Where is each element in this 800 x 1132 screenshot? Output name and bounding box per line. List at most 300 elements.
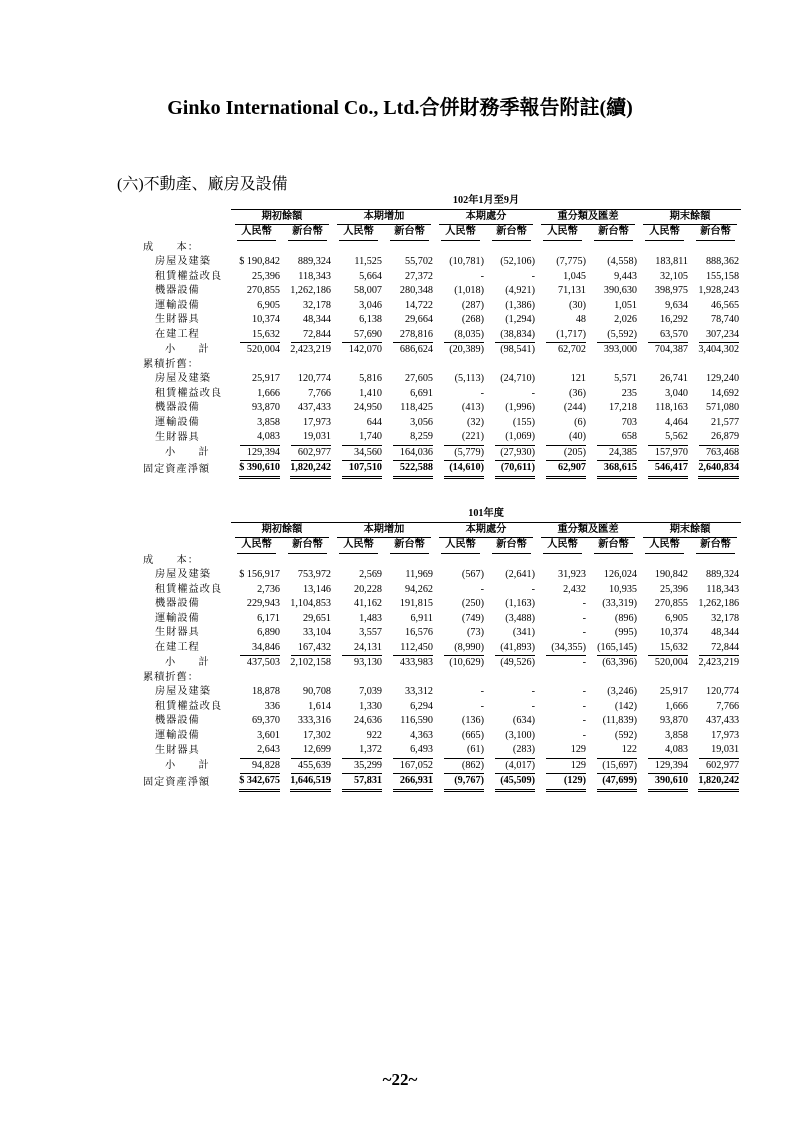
currency-header xyxy=(537,225,588,241)
value-cell xyxy=(486,583,537,598)
value: (3,100) xyxy=(505,729,535,741)
value: 6,890 xyxy=(257,627,280,638)
page-title: Ginko International Co., Ltd.合併財務季報告附註(續) xyxy=(167,97,633,119)
value-cell xyxy=(537,626,588,641)
value: 3,858 xyxy=(257,416,280,428)
value-cell xyxy=(282,446,333,462)
currency-label: 新台幣 xyxy=(696,538,735,554)
value: - xyxy=(480,270,484,282)
table-row xyxy=(141,583,741,598)
value-cell xyxy=(639,700,690,715)
value-cell xyxy=(486,685,537,700)
value: (15,697) xyxy=(597,759,637,775)
currency-row xyxy=(141,538,741,554)
value: (24,710) xyxy=(500,373,535,384)
value: (5,592) xyxy=(597,328,637,344)
value: 602,977 xyxy=(291,446,331,462)
value-cell xyxy=(231,255,282,270)
value-cell xyxy=(435,568,486,583)
value-cell xyxy=(639,372,690,387)
value: 12,699 xyxy=(291,743,331,759)
value: 270,855 xyxy=(246,285,280,296)
value-cell xyxy=(384,774,435,792)
table-row xyxy=(141,387,741,402)
row-label: 在建工程 xyxy=(155,329,200,340)
value: 2,736 xyxy=(257,583,280,595)
column-group-header xyxy=(435,522,537,538)
value-cell xyxy=(282,328,333,344)
value: (36) xyxy=(569,387,586,399)
value: (10,629) xyxy=(449,657,484,668)
value: (5,113) xyxy=(454,373,484,384)
value: 24,950 xyxy=(353,402,382,413)
value: 90,708 xyxy=(302,686,331,697)
subtotal-row xyxy=(141,446,741,462)
value: 18,878 xyxy=(251,686,280,697)
value: (11,839) xyxy=(602,715,637,726)
value-cell xyxy=(537,743,588,759)
value: 1,646,519 xyxy=(290,774,331,792)
value-cell xyxy=(588,270,639,285)
value-cell xyxy=(384,626,435,641)
currency-label: 新台幣 xyxy=(390,225,429,241)
value: (129) xyxy=(546,774,586,792)
table-row xyxy=(141,700,741,715)
value-cell xyxy=(588,255,639,270)
value-cell xyxy=(435,759,486,775)
value-cell xyxy=(639,416,690,431)
value: 167,052 xyxy=(393,759,433,775)
value-cell xyxy=(486,299,537,314)
value-cell xyxy=(690,568,741,583)
value: (49,526) xyxy=(500,657,535,668)
value-cell xyxy=(384,372,435,387)
value-cell xyxy=(690,446,741,462)
value-cell xyxy=(231,700,282,715)
value-cell xyxy=(588,343,639,358)
value: (862) xyxy=(444,759,484,775)
value: 1,483 xyxy=(359,612,382,624)
value: 14,692 xyxy=(711,387,740,399)
table-row xyxy=(141,729,741,744)
value-cell xyxy=(231,583,282,598)
value-cell xyxy=(384,270,435,285)
value-cell xyxy=(690,343,741,358)
value-cell xyxy=(333,372,384,387)
value: 393,000 xyxy=(603,344,637,355)
value: 118,343 xyxy=(298,270,331,282)
value: 1,820,242 xyxy=(290,461,331,479)
value: $ 390,610 xyxy=(239,461,280,479)
value: 2,423,219 xyxy=(698,657,740,668)
value-cell xyxy=(384,656,435,671)
value: 522,588 xyxy=(393,461,433,479)
value: 3,040 xyxy=(665,387,688,399)
value-cell xyxy=(384,284,435,299)
value-cell xyxy=(486,656,537,671)
currency-row xyxy=(141,225,741,241)
value: 889,324 xyxy=(297,256,331,267)
value-cell xyxy=(639,729,690,744)
value: 889,324 xyxy=(706,569,740,580)
value: 10,374 xyxy=(251,314,280,325)
currency-header xyxy=(486,225,537,241)
value-cell xyxy=(384,461,435,479)
value-cell xyxy=(486,597,537,612)
value-cell xyxy=(282,343,333,358)
value-cell xyxy=(231,743,282,759)
value: 1,666 xyxy=(257,387,280,399)
value: 120,774 xyxy=(706,686,740,697)
value-cell xyxy=(231,774,282,792)
value-cell xyxy=(231,641,282,657)
value-cell xyxy=(435,328,486,344)
value: 142,070 xyxy=(348,344,382,355)
value-cell xyxy=(537,387,588,402)
value: 72,844 xyxy=(699,641,739,657)
value-cell xyxy=(435,255,486,270)
value-cell xyxy=(690,416,741,431)
value: 93,130 xyxy=(353,657,382,668)
value: 13,146 xyxy=(302,583,331,595)
row-label: 小 計 xyxy=(165,447,210,458)
value-cell xyxy=(435,729,486,744)
value-cell xyxy=(435,641,486,657)
row-label: 租賃權益改良 xyxy=(155,270,223,282)
value-cell xyxy=(486,328,537,344)
value-cell xyxy=(333,416,384,431)
value: (1,018) xyxy=(454,285,484,296)
value: 58,007 xyxy=(353,285,382,296)
value-cell xyxy=(435,299,486,314)
row-label: 房屋及建築 xyxy=(155,569,211,580)
value: 72,844 xyxy=(291,328,331,344)
value: (41,893) xyxy=(495,641,535,657)
value-cell xyxy=(231,416,282,431)
value: (341) xyxy=(512,627,535,638)
value-cell xyxy=(537,372,588,387)
value-cell xyxy=(282,714,333,729)
value: 29,664 xyxy=(404,314,433,325)
value: - xyxy=(582,715,586,726)
value: 48,344 xyxy=(302,314,331,325)
value: - xyxy=(480,700,484,712)
value: 571,080 xyxy=(705,402,740,413)
value: 10,374 xyxy=(659,627,688,638)
value-cell xyxy=(588,446,639,462)
value-cell xyxy=(537,446,588,462)
value: 368,615 xyxy=(597,461,637,479)
value: 1,262,186 xyxy=(698,598,740,609)
value-cell xyxy=(690,372,741,387)
value-cell xyxy=(588,416,639,431)
value-cell xyxy=(690,641,741,657)
value: 32,178 xyxy=(711,612,740,624)
value: 26,741 xyxy=(659,373,688,384)
value-cell xyxy=(486,641,537,657)
value: 62,702 xyxy=(557,344,586,355)
value: 118,343 xyxy=(706,583,740,595)
value-cell xyxy=(282,759,333,775)
value-cell xyxy=(537,612,588,627)
row-label: 機器設備 xyxy=(155,598,200,609)
value-cell xyxy=(486,416,537,431)
value: 27,605 xyxy=(404,373,433,384)
value-cell xyxy=(588,583,639,598)
value-cell xyxy=(690,387,741,402)
value-cell xyxy=(435,583,486,598)
row-label: 固定資產淨額 xyxy=(143,776,211,788)
value: 33,104 xyxy=(302,627,331,638)
value-cell xyxy=(282,597,333,612)
value: 57,690 xyxy=(342,328,382,344)
value: 107,510 xyxy=(342,461,382,479)
value-cell xyxy=(231,626,282,641)
value-cell xyxy=(231,597,282,612)
value: 118,425 xyxy=(400,402,433,413)
value: 34,560 xyxy=(342,446,382,462)
value: (567) xyxy=(461,569,484,580)
value-cell xyxy=(384,387,435,402)
column-group-label: 期末餘額 xyxy=(643,523,737,539)
value: - xyxy=(480,583,484,595)
value-cell xyxy=(231,343,282,358)
value: 32,105 xyxy=(659,270,688,282)
value: (20,389) xyxy=(449,344,484,355)
value-cell xyxy=(486,568,537,583)
value: 546,417 xyxy=(648,461,688,479)
value-cell xyxy=(231,714,282,729)
value: 520,004 xyxy=(654,657,688,668)
value: 129,240 xyxy=(705,373,740,384)
value-cell xyxy=(486,372,537,387)
period-title: 102年1月至9月 xyxy=(231,194,741,209)
value: (1,386) xyxy=(505,299,535,311)
value-cell xyxy=(333,774,384,792)
value-cell xyxy=(537,284,588,299)
value: (634) xyxy=(512,715,535,726)
value: 63,570 xyxy=(648,328,688,344)
value: 6,691 xyxy=(410,387,433,399)
value: 1,104,853 xyxy=(290,598,331,609)
currency-header xyxy=(384,225,435,241)
row-label: 房屋及建築 xyxy=(155,256,211,267)
value: 1,051 xyxy=(614,299,637,311)
value: 1,820,242 xyxy=(698,774,739,792)
value-cell xyxy=(384,255,435,270)
value: 112,450 xyxy=(393,641,433,657)
value-cell xyxy=(282,270,333,285)
value-cell xyxy=(588,759,639,775)
currency-label: 人民幣 xyxy=(237,538,276,554)
value-cell xyxy=(639,401,690,416)
value: $ 342,675 xyxy=(239,774,280,792)
value-cell xyxy=(588,328,639,344)
value-cell xyxy=(486,461,537,479)
value: (287) xyxy=(461,299,484,311)
value-cell xyxy=(486,714,537,729)
value: 25,917 xyxy=(659,686,688,697)
value: 922 xyxy=(366,729,382,741)
value: (32) xyxy=(467,416,484,428)
value: 437,433 xyxy=(297,402,331,413)
value-cell xyxy=(537,343,588,358)
value: 3,557 xyxy=(359,627,382,638)
value-cell xyxy=(231,685,282,700)
table-row xyxy=(141,401,741,416)
value-cell xyxy=(537,759,588,775)
row-label: 房屋及建築 xyxy=(155,686,211,697)
value: 33,312 xyxy=(404,686,433,697)
value-cell xyxy=(231,568,282,583)
value: (8,035) xyxy=(444,328,484,344)
row-label: 租賃權益改良 xyxy=(155,387,223,399)
value-cell xyxy=(639,461,690,479)
value-cell xyxy=(333,299,384,314)
value: (45,509) xyxy=(495,774,535,792)
table-row xyxy=(141,685,741,700)
value-cell xyxy=(231,461,282,479)
value-cell xyxy=(639,656,690,671)
currency-label: 人民幣 xyxy=(441,225,480,241)
value-cell xyxy=(690,656,741,671)
value: 644 xyxy=(366,416,382,428)
column-group-header xyxy=(333,522,435,538)
value-cell xyxy=(639,328,690,344)
value: 32,178 xyxy=(302,299,331,311)
value: 78,740 xyxy=(711,314,740,325)
value-cell xyxy=(690,612,741,627)
value-cell xyxy=(537,328,588,344)
currency-header xyxy=(639,225,690,241)
value-cell xyxy=(486,284,537,299)
currency-header xyxy=(690,225,741,241)
value: 888,362 xyxy=(705,256,740,267)
value-cell xyxy=(690,401,741,416)
currency-header xyxy=(639,538,690,554)
value: 46,565 xyxy=(711,299,740,311)
value-cell xyxy=(639,387,690,402)
column-group-header xyxy=(231,209,333,225)
currency-label: 新台幣 xyxy=(594,225,633,241)
value: $ 156,917 xyxy=(239,569,280,580)
value: 27,372 xyxy=(404,270,433,282)
value: (250) xyxy=(461,598,484,609)
currency-header xyxy=(486,538,537,554)
value: 6,905 xyxy=(665,612,688,624)
value-cell xyxy=(231,759,282,775)
subtotal-row xyxy=(141,656,741,671)
value-cell xyxy=(333,568,384,583)
value-cell xyxy=(333,461,384,479)
value: (749) xyxy=(461,612,484,624)
value: (52,106) xyxy=(500,256,535,267)
value: 5,816 xyxy=(359,373,382,384)
value: 126,024 xyxy=(603,569,637,580)
value: 164,036 xyxy=(393,446,433,462)
value-cell xyxy=(639,626,690,641)
value-cell xyxy=(333,430,384,446)
value: (38,834) xyxy=(495,328,535,344)
value-cell xyxy=(435,743,486,759)
value-cell xyxy=(588,430,639,446)
table-row xyxy=(141,372,741,387)
value-cell xyxy=(639,446,690,462)
table-row xyxy=(141,255,741,270)
value-cell xyxy=(588,612,639,627)
table-row xyxy=(141,641,741,657)
value: (70,611) xyxy=(495,461,535,479)
value-cell xyxy=(486,700,537,715)
value-cell xyxy=(486,430,537,446)
row-label: 在建工程 xyxy=(155,642,200,653)
value: 2,640,834 xyxy=(698,461,739,479)
currency-header xyxy=(333,538,384,554)
value: 93,870 xyxy=(659,715,688,726)
value-cell xyxy=(435,626,486,641)
value: 93,870 xyxy=(251,402,280,413)
value-cell xyxy=(435,343,486,358)
value-cell xyxy=(384,641,435,657)
value-cell xyxy=(588,714,639,729)
value-cell xyxy=(333,583,384,598)
value-cell xyxy=(690,743,741,759)
value: - xyxy=(531,270,535,282)
value: (6) xyxy=(574,416,586,428)
value: 229,943 xyxy=(246,598,280,609)
value-cell xyxy=(231,612,282,627)
value-cell xyxy=(333,626,384,641)
value: 24,636 xyxy=(353,715,382,726)
ppe-table-2012 xyxy=(141,507,741,792)
value-cell xyxy=(588,729,639,744)
value-cell xyxy=(537,729,588,744)
value: 1,330 xyxy=(359,700,382,712)
currency-label: 人民幣 xyxy=(441,538,480,554)
value: (30) xyxy=(569,299,586,311)
value-cell xyxy=(282,255,333,270)
value-cell xyxy=(537,685,588,700)
value: (27,930) xyxy=(495,446,535,462)
value: 129 xyxy=(546,743,586,759)
value-cell xyxy=(486,743,537,759)
value-cell xyxy=(231,401,282,416)
value-cell xyxy=(384,743,435,759)
value-cell xyxy=(384,700,435,715)
value: 6,905 xyxy=(257,299,280,311)
value: 455,639 xyxy=(291,759,331,775)
value: 17,302 xyxy=(302,729,331,741)
row-label: 生財器具 xyxy=(155,314,200,325)
row-label: 生財器具 xyxy=(155,744,200,756)
value-cell xyxy=(333,743,384,759)
value: 235 xyxy=(621,387,637,399)
value-cell xyxy=(231,729,282,744)
value: 41,162 xyxy=(353,598,382,609)
value-cell xyxy=(282,401,333,416)
value: 398,975 xyxy=(654,285,688,296)
value-cell xyxy=(537,270,588,285)
value-cell xyxy=(588,401,639,416)
value-cell xyxy=(639,612,690,627)
value-cell xyxy=(690,774,741,792)
value-cell xyxy=(588,387,639,402)
value: 686,624 xyxy=(399,344,433,355)
value-cell xyxy=(333,759,384,775)
value-cell xyxy=(588,685,639,700)
value-cell xyxy=(282,656,333,671)
value: 17,218 xyxy=(608,402,637,413)
